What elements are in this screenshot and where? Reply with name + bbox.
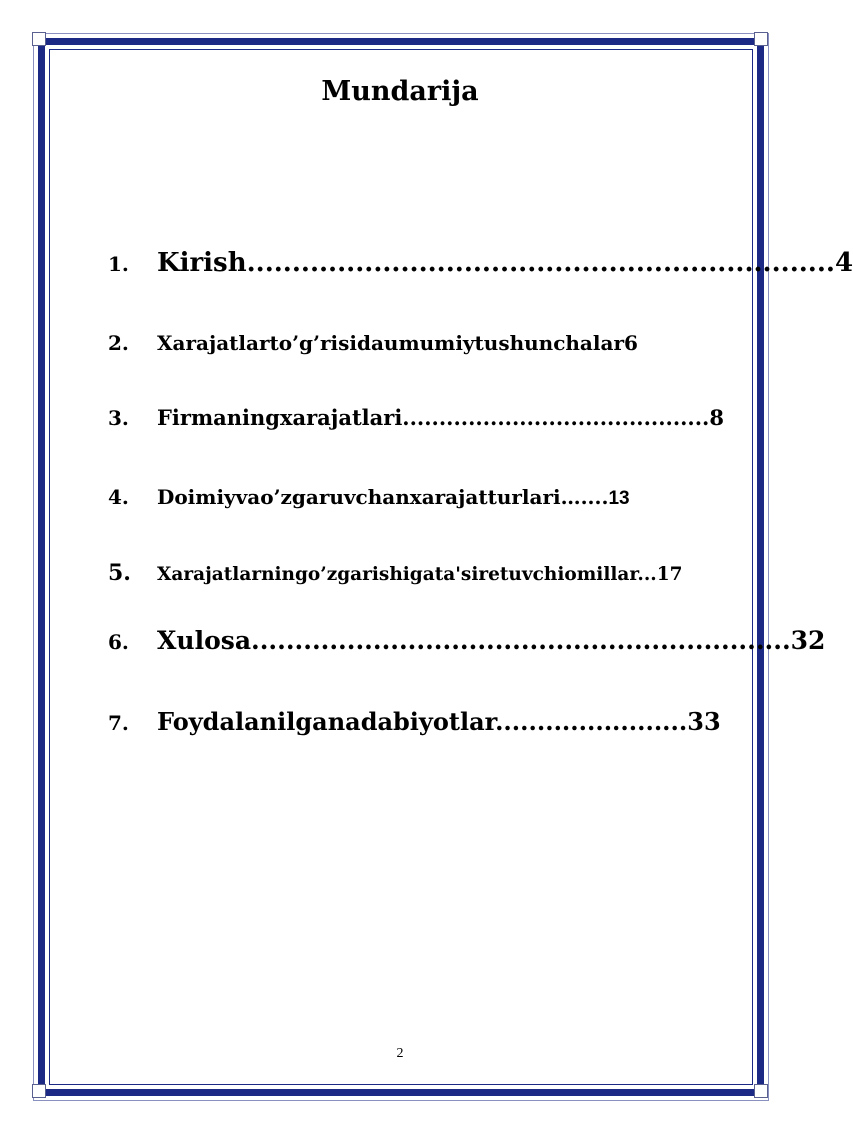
border-corner-ornament	[32, 1084, 46, 1098]
toc-entry-number: 4.	[108, 485, 129, 509]
toc-entry-title: Foydalanilganadabiyotlar.......................	[157, 707, 688, 736]
toc-entry-number: 2.	[108, 331, 129, 355]
toc-entry	[108, 248, 853, 278]
border-corner-ornament	[32, 32, 46, 46]
toc-entry-page: 32	[790, 626, 826, 655]
toc-entry-title: Firmaningxarajatlari..........................................	[157, 405, 710, 430]
toc-entry-page: 17	[656, 564, 683, 585]
toc-entry-title: Doimiyvao’zgaruvchanxarajatturlari…....	[157, 485, 609, 509]
toc-entry-number: 7.	[108, 711, 129, 735]
toc-entry	[108, 405, 724, 430]
page-number: 2	[396, 1046, 404, 1061]
toc-entry	[108, 560, 682, 586]
toc-entry-number: 3.	[108, 406, 129, 430]
toc-entry-title: Kirish.................................................................	[157, 248, 835, 278]
toc-entry-page: 6	[623, 331, 638, 355]
toc-entry	[108, 626, 825, 655]
toc-entry-title: Xulosa..............................................................	[157, 626, 791, 655]
border-corner-ornament	[754, 1084, 768, 1098]
toc-entry-number: 1.	[108, 252, 129, 276]
toc-entry	[108, 707, 721, 736]
toc-entry	[108, 331, 638, 355]
toc-entry-number: 6.	[108, 630, 129, 654]
toc-entry-title: Xarajatlarto’g’risidaumumiytushunchalar	[157, 331, 624, 355]
toc-entry-page: 33	[687, 707, 721, 736]
toc-entry-page: 4	[834, 248, 853, 278]
toc-entry-page: 8	[709, 405, 724, 430]
toc-entry-title: Xarajatlarningo’zgarishigata'siretuvchiomillar...	[157, 564, 657, 585]
border-corner-ornament	[754, 32, 768, 46]
page-title: Mundarija	[321, 76, 479, 107]
toc-entry-page: 13	[608, 488, 630, 509]
toc-entry-number: 5.	[108, 560, 131, 586]
toc-entry	[108, 485, 630, 510]
